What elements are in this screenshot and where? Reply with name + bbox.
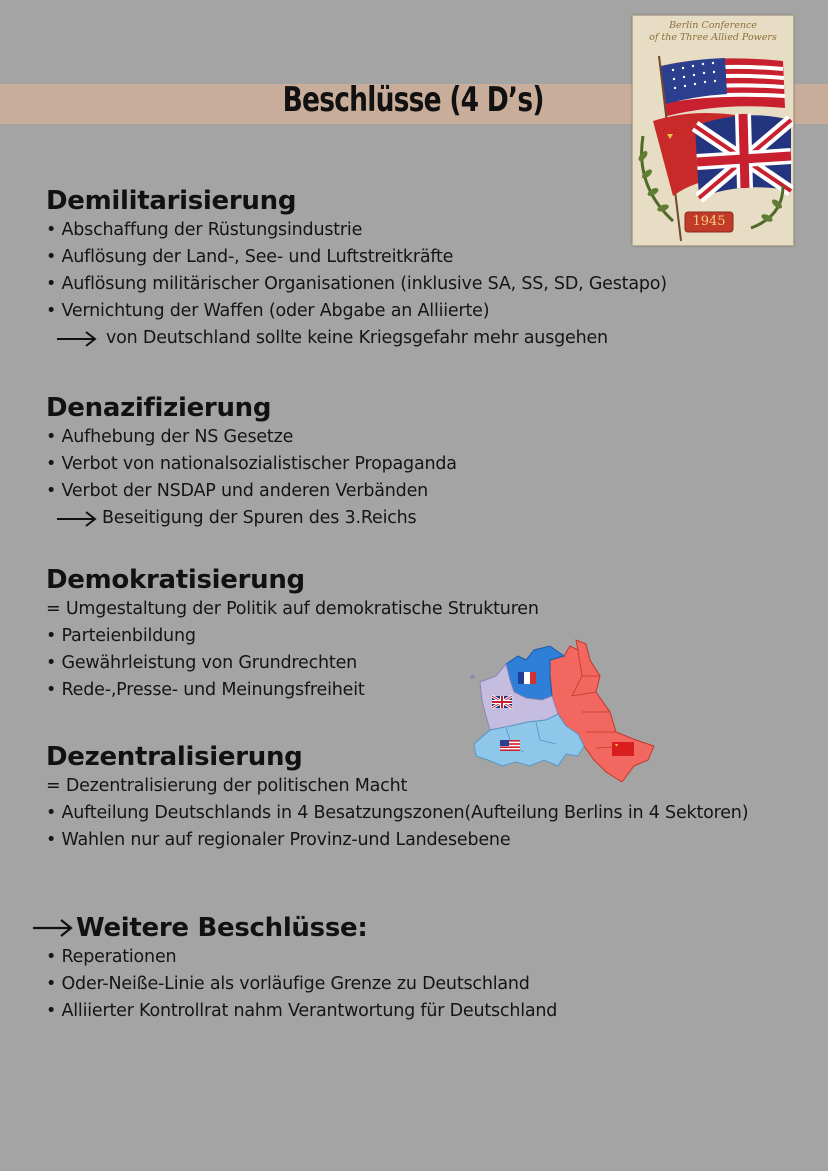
section-heading: Weitere Beschlüsse: (76, 913, 368, 943)
section-dezentralisierung (46, 741, 748, 854)
section-denazifizierung (46, 392, 457, 532)
postcard-caption-line1: Berlin Conference (669, 20, 757, 31)
list-item: • Auflösung militärischer Organisationen (inklusive SA, SS, SD, Gestapo) (46, 274, 667, 294)
list-item: • Parteienbildung (46, 626, 196, 646)
section-heading-row (32, 912, 557, 944)
right-arrow-icon (32, 917, 74, 939)
list-item: • Reperationen (46, 947, 177, 967)
section-demokratisierung (46, 564, 539, 704)
list-item: • Wahlen nur auf regionaler Provinz-und Landesebene (46, 830, 511, 850)
conclusion-text: Beseitigung der Spuren des 3.Reichs (102, 508, 417, 528)
list-item: • Auflösung der Land-, See- und Luftstreitkräfte (46, 247, 454, 267)
uk-flag-icon (492, 696, 512, 708)
list-item: • Aufteilung Deutschlands in 4 Besatzungszonen(Aufteilung Berlins in 4 Sektoren) (46, 803, 749, 823)
section-demilitarisierung (46, 185, 667, 352)
right-arrow-icon (56, 510, 98, 528)
list-item: = Umgestaltung der Politik auf demokratische Strukturen (46, 599, 539, 619)
list-item: • Alliierter Kontrollrat nahm Verantwortung für Deutschland (46, 1001, 558, 1021)
conclusion-line (56, 505, 457, 532)
french-flag-icon (518, 672, 536, 684)
conclusion-text: von Deutschland sollte keine Kriegsgefahr mehr ausgehen (106, 328, 608, 348)
list-item: = Dezentralisierung der politischen Macht (46, 776, 408, 796)
list-item: • Aufhebung der NS Gesetze (46, 427, 294, 447)
list-item: • Verbot der NSDAP und anderen Verbänden (46, 481, 429, 501)
postcard-year: 1945 (692, 214, 726, 229)
right-arrow-icon (56, 330, 98, 348)
section-heading: Dezentralisierung (46, 742, 303, 772)
section-heading: Denazifizierung (46, 393, 272, 423)
section-heading: Demilitarisierung (46, 186, 297, 216)
section-heading: Demokratisierung (46, 565, 305, 595)
page-title: Beschlüsse (4 D’s) (282, 80, 544, 120)
list-item: • Abschaffung der Rüstungsindustrie (46, 220, 363, 240)
postcard-caption-line2: of the Three Allied Powers (649, 32, 777, 43)
list-item: • Gewährleistung von Grundrechten (46, 653, 358, 673)
list-item: • Rede-,Presse- und Meinungsfreiheit (46, 680, 365, 700)
list-item: • Verbot von nationalsozialistischer Propaganda (46, 454, 457, 474)
section-weitere-beschluesse (32, 912, 557, 1025)
list-item: • Vernichtung der Waffen (oder Abgabe an Alliierte) (46, 301, 490, 321)
conclusion-line (56, 325, 667, 352)
list-item: • Oder-Neiße-Linie als vorläufige Grenze zu Deutschland (46, 974, 530, 994)
